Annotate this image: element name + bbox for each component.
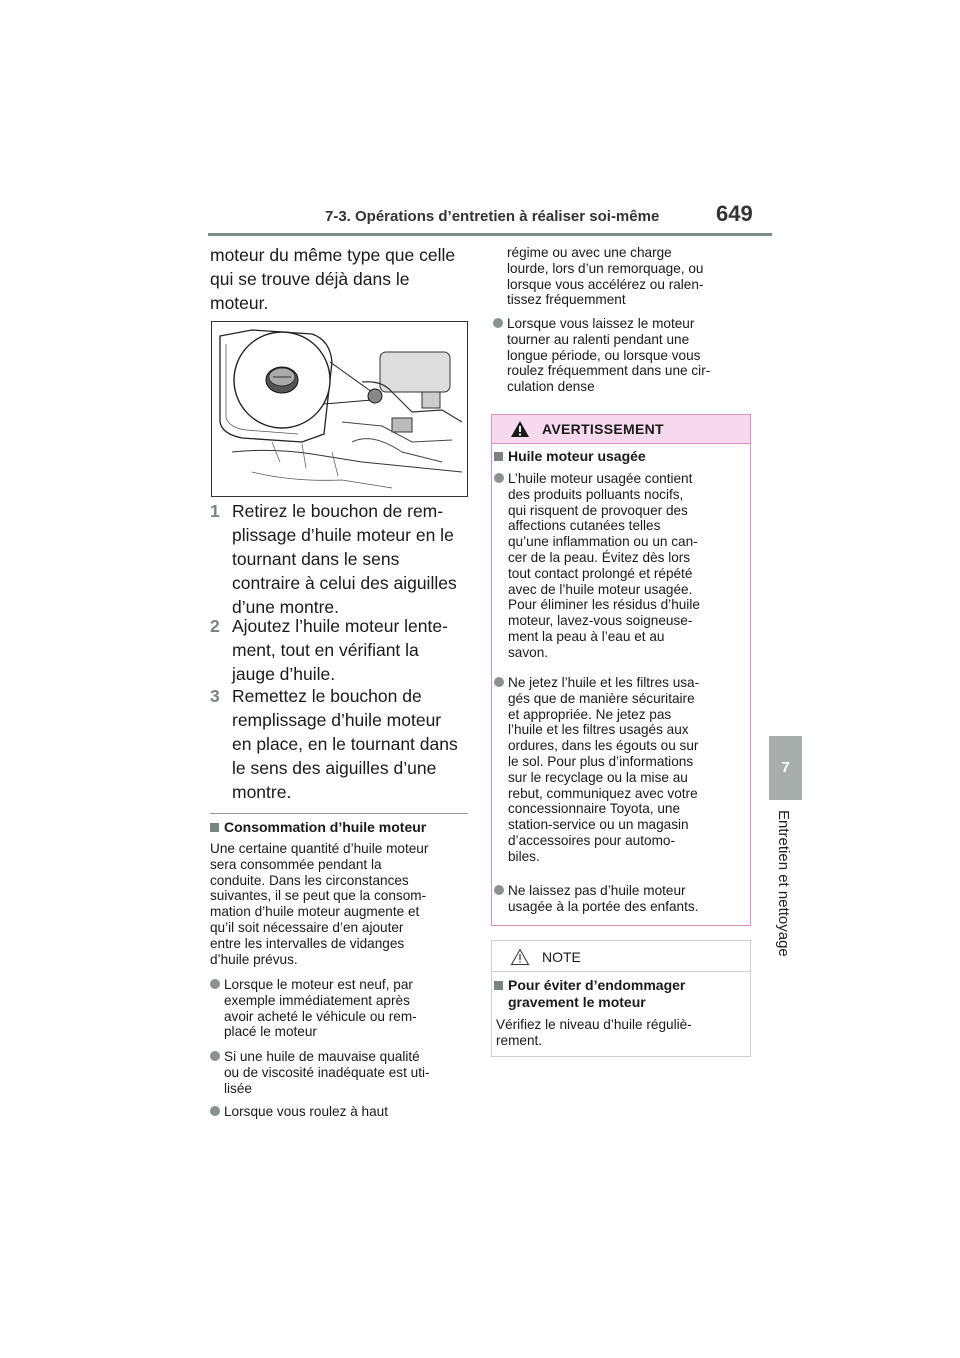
intro-line: moteur du même type que celle: [210, 245, 456, 265]
bullet-item: [210, 977, 472, 1040]
text-line: gés que de manière sécuritaire: [508, 690, 695, 706]
text-line: Lorsque vous laissez le moteur: [507, 316, 695, 331]
text-line: sur le recyclage ou la mise au: [508, 769, 688, 785]
step-line: le sens des aiguilles d’une: [232, 758, 437, 778]
text-line: Pour éliminer les résidus d’huile: [508, 597, 700, 613]
bullet-dot-icon: [494, 885, 504, 895]
text-line: qu’il soit nécessaire d’en ajouter: [210, 919, 404, 935]
text-line: d’huile prévus.: [210, 951, 298, 967]
bullet-text: [224, 1104, 472, 1120]
step-line: d’une montre.: [232, 597, 340, 617]
step-line: jauge d’huile.: [232, 664, 336, 684]
step-line: contraire à celui des aiguilles: [232, 573, 457, 593]
bullet-item: [210, 1049, 472, 1096]
page-number: 649: [716, 201, 753, 226]
step-line: plissage d’huile moteur en le: [232, 525, 454, 545]
text-line: moteur, lavez-vous soigneuse-: [508, 613, 693, 629]
warning-triangle-icon: [510, 420, 530, 438]
bullet-dot-icon: [493, 318, 503, 328]
intro-line: moteur.: [210, 293, 269, 313]
intro-line: qui se trouve déjà dans le: [210, 269, 410, 289]
text-line: L’huile moteur usagée contient: [508, 471, 693, 486]
text-line: usagée à la portée des enfants.: [508, 898, 699, 914]
text-line: ou de viscosité inadéquate est uti-: [224, 1064, 430, 1080]
step-number: 2: [210, 616, 220, 636]
warning-bullet: [494, 883, 744, 915]
note-box: [491, 940, 751, 1057]
bullet-item: [210, 1104, 472, 1120]
text-line: ordures, dans les égouts ou sur: [508, 738, 699, 754]
note-header: [492, 941, 750, 972]
step-line: Retirez le bouchon de rem-: [232, 501, 444, 521]
text-line: qui risquent de provoquer des: [508, 502, 688, 518]
step-number: 3: [210, 686, 220, 706]
text-line: concessionnaire Toyota, une: [508, 801, 681, 817]
text-line: longue période, ou lorsque vous: [507, 347, 701, 363]
text-line: tissez fréquemment: [507, 292, 626, 308]
square-bullet-icon: [494, 452, 503, 461]
text-line: Une certaine quantité d’huile moteur: [210, 841, 429, 856]
text-line: régime ou avec une charge: [507, 245, 672, 260]
bullet-text: [224, 977, 472, 1040]
step-1: [210, 499, 472, 619]
warning-title: AVERTISSEMENT: [542, 421, 664, 437]
step-3: [210, 684, 472, 804]
step-line: Remettez le bouchon de: [232, 686, 422, 706]
text-line: lourde, lors d’un remorquage, ou: [507, 260, 704, 276]
step-text: [232, 684, 472, 804]
text-line: lorsque vous accélérez ou ralen-: [507, 276, 704, 292]
text-line: tourner au ralenti pendant une: [507, 331, 690, 347]
bullet-dot-icon: [210, 1051, 220, 1061]
text-line: Ne laissez pas d’huile moteur: [508, 883, 686, 898]
step-line: Ajoutez l’huile moteur lente-: [232, 616, 448, 636]
text-line: roulez fréquemment dans une cir-: [507, 363, 711, 379]
text-line: Lorsque le moteur est neuf, par: [224, 977, 413, 992]
step-line: en place, en le tournant dans: [232, 734, 458, 754]
square-bullet-icon: [210, 823, 219, 832]
text-line: biles.: [508, 848, 540, 864]
section-title: 7-3. Opérations d’entretien à réaliser soi-même: [325, 208, 660, 225]
engine-oil-cap-illustration: [211, 321, 468, 497]
text-line: ment la peau à l’eau et au: [508, 628, 665, 644]
step-text: [232, 614, 472, 686]
text-line: culation dense: [507, 379, 595, 395]
note-heading-line: Pour éviter d’endommager: [508, 977, 686, 993]
text-line: des produits polluants nocifs,: [508, 486, 684, 502]
text-line: rebut, communiquez avec votre: [508, 785, 698, 801]
text-line: affections cutanées telles: [508, 518, 661, 534]
text-line: suivantes, il se peut que la consom-: [210, 888, 427, 904]
bullet-text: [507, 316, 755, 395]
warning-heading: [494, 448, 744, 465]
bullet-text: [224, 1049, 472, 1096]
intro-paragraph: [210, 243, 480, 315]
consumption-heading: [210, 819, 472, 836]
step-2: [210, 614, 472, 686]
text-line: lisée: [224, 1080, 252, 1096]
text-line: exemple immédiatement après: [224, 992, 410, 1008]
bullet-text: [508, 471, 744, 661]
step-line: tournant dans le sens: [232, 549, 400, 569]
text-line: placé le moteur: [224, 1024, 317, 1040]
step-text: [232, 499, 472, 619]
step-line: ment, tout en vérifiant la: [232, 640, 419, 660]
chapter-number: 7: [781, 759, 790, 776]
chapter-title: Entretien et nettoyage: [775, 810, 792, 957]
warning-bullet: [494, 675, 744, 865]
consumption-paragraph: [210, 841, 472, 967]
engine-bay-drawing: [212, 322, 467, 496]
bullet-text: [508, 675, 744, 865]
bullet-item: [493, 316, 755, 395]
continued-bullet-text: [507, 245, 757, 308]
text-line: Ne jetez l’huile et les filtres usa-: [508, 675, 700, 690]
bullet-dot-icon: [494, 677, 504, 687]
bullet-dot-icon: [210, 979, 220, 989]
note-heading: [494, 977, 744, 1011]
step-line: remplissage d’huile moteur: [232, 710, 442, 730]
step-line: montre.: [232, 782, 292, 802]
bullet-dot-icon: [210, 1106, 220, 1116]
text-line: savon.: [508, 644, 549, 660]
warning-box: [491, 414, 751, 926]
bullet-dot-icon: [494, 473, 504, 483]
text-line: Vérifiez le niveau d’huile réguliè-: [496, 1017, 692, 1032]
note-text: [496, 1017, 746, 1049]
text-line: conduite. Dans les circonstances: [210, 872, 409, 888]
text-line: le sol. Pour plus d’informations: [508, 753, 694, 769]
text-line: mation d’huile moteur augmente et: [210, 904, 420, 920]
text-line: Lorsque vous roulez à haut: [224, 1104, 388, 1119]
section-divider: [210, 813, 468, 814]
text-line: tout contact prolongé et répété: [508, 565, 693, 581]
consumption-heading-text: Consommation d’huile moteur: [224, 819, 427, 835]
text-line: avoir acheté le véhicule ou rem-: [224, 1008, 417, 1024]
text-line: et appropriée. Ne jetez pas: [508, 706, 672, 722]
text-line: avec de l’huile moteur usagée.: [508, 581, 693, 597]
square-bullet-icon: [494, 981, 503, 990]
text-line: rement.: [496, 1032, 543, 1048]
text-line: entre les intervalles de vidanges: [210, 935, 405, 951]
text-line: Si une huile de mauvaise qualité: [224, 1049, 420, 1064]
text-line: l’huile et les filtres usagés aux: [508, 722, 689, 738]
header-rule: [208, 233, 772, 236]
text-line: qu’une inflammation ou un can-: [508, 534, 698, 550]
warning-header: [492, 415, 750, 444]
warning-heading-text: Huile moteur usagée: [508, 448, 646, 464]
warning-bullet: [494, 471, 744, 661]
note-heading-line: gravement le moteur: [508, 994, 646, 1010]
chapter-title-box: [775, 810, 799, 1010]
text-line: cer de la peau. Évitez dès lors: [508, 549, 691, 565]
text-line: station-service ou un magasin: [508, 817, 689, 833]
bullet-text: [508, 883, 744, 915]
text-line: sera consommée pendant la: [210, 856, 382, 872]
note-title: NOTE: [542, 949, 581, 965]
text-line: d’accessoires pour automo-: [508, 832, 675, 848]
step-number: 1: [210, 501, 220, 521]
note-triangle-icon: [510, 948, 530, 966]
